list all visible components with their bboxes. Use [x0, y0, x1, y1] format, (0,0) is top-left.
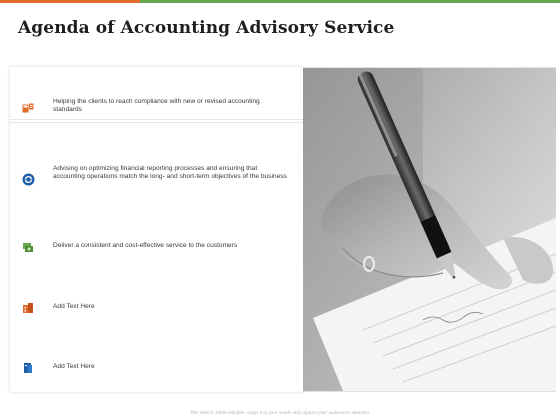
document-icon — [22, 361, 34, 373]
top-accent-orange — [0, 0, 140, 3]
agenda-item-text: Advising on optimizing financial reporting processes and ensuring that accounting operations match the long- and short-term objectives of the business — [53, 165, 287, 181]
building-icon — [22, 301, 34, 313]
agenda-item-text: Add Text Here — [53, 303, 95, 310]
agenda-item-text: Deliver a consistent and cost-effective service to the customers — [53, 242, 238, 249]
top-accent-bar — [0, 0, 560, 3]
top-accent-green — [140, 0, 560, 3]
agenda-card — [10, 67, 303, 392]
agenda-item-text: Helping the clients to reach compliance with new or revised accounting standards — [53, 98, 260, 114]
calculator-icon — [22, 102, 34, 114]
refresh-cycle-icon — [22, 173, 34, 185]
hand-writing-with-pen-photo — [303, 68, 556, 391]
money-icon — [22, 241, 34, 253]
footer-note: This slide is 100% editable. Adapt it to your needs and capture your audience's attention. — [189, 410, 371, 415]
divider — [10, 119, 303, 120]
slide-title: Agenda of Accounting Advisory Service — [18, 18, 395, 38]
agenda-item-text: Add Text Here — [53, 363, 95, 370]
divider — [10, 122, 303, 123]
